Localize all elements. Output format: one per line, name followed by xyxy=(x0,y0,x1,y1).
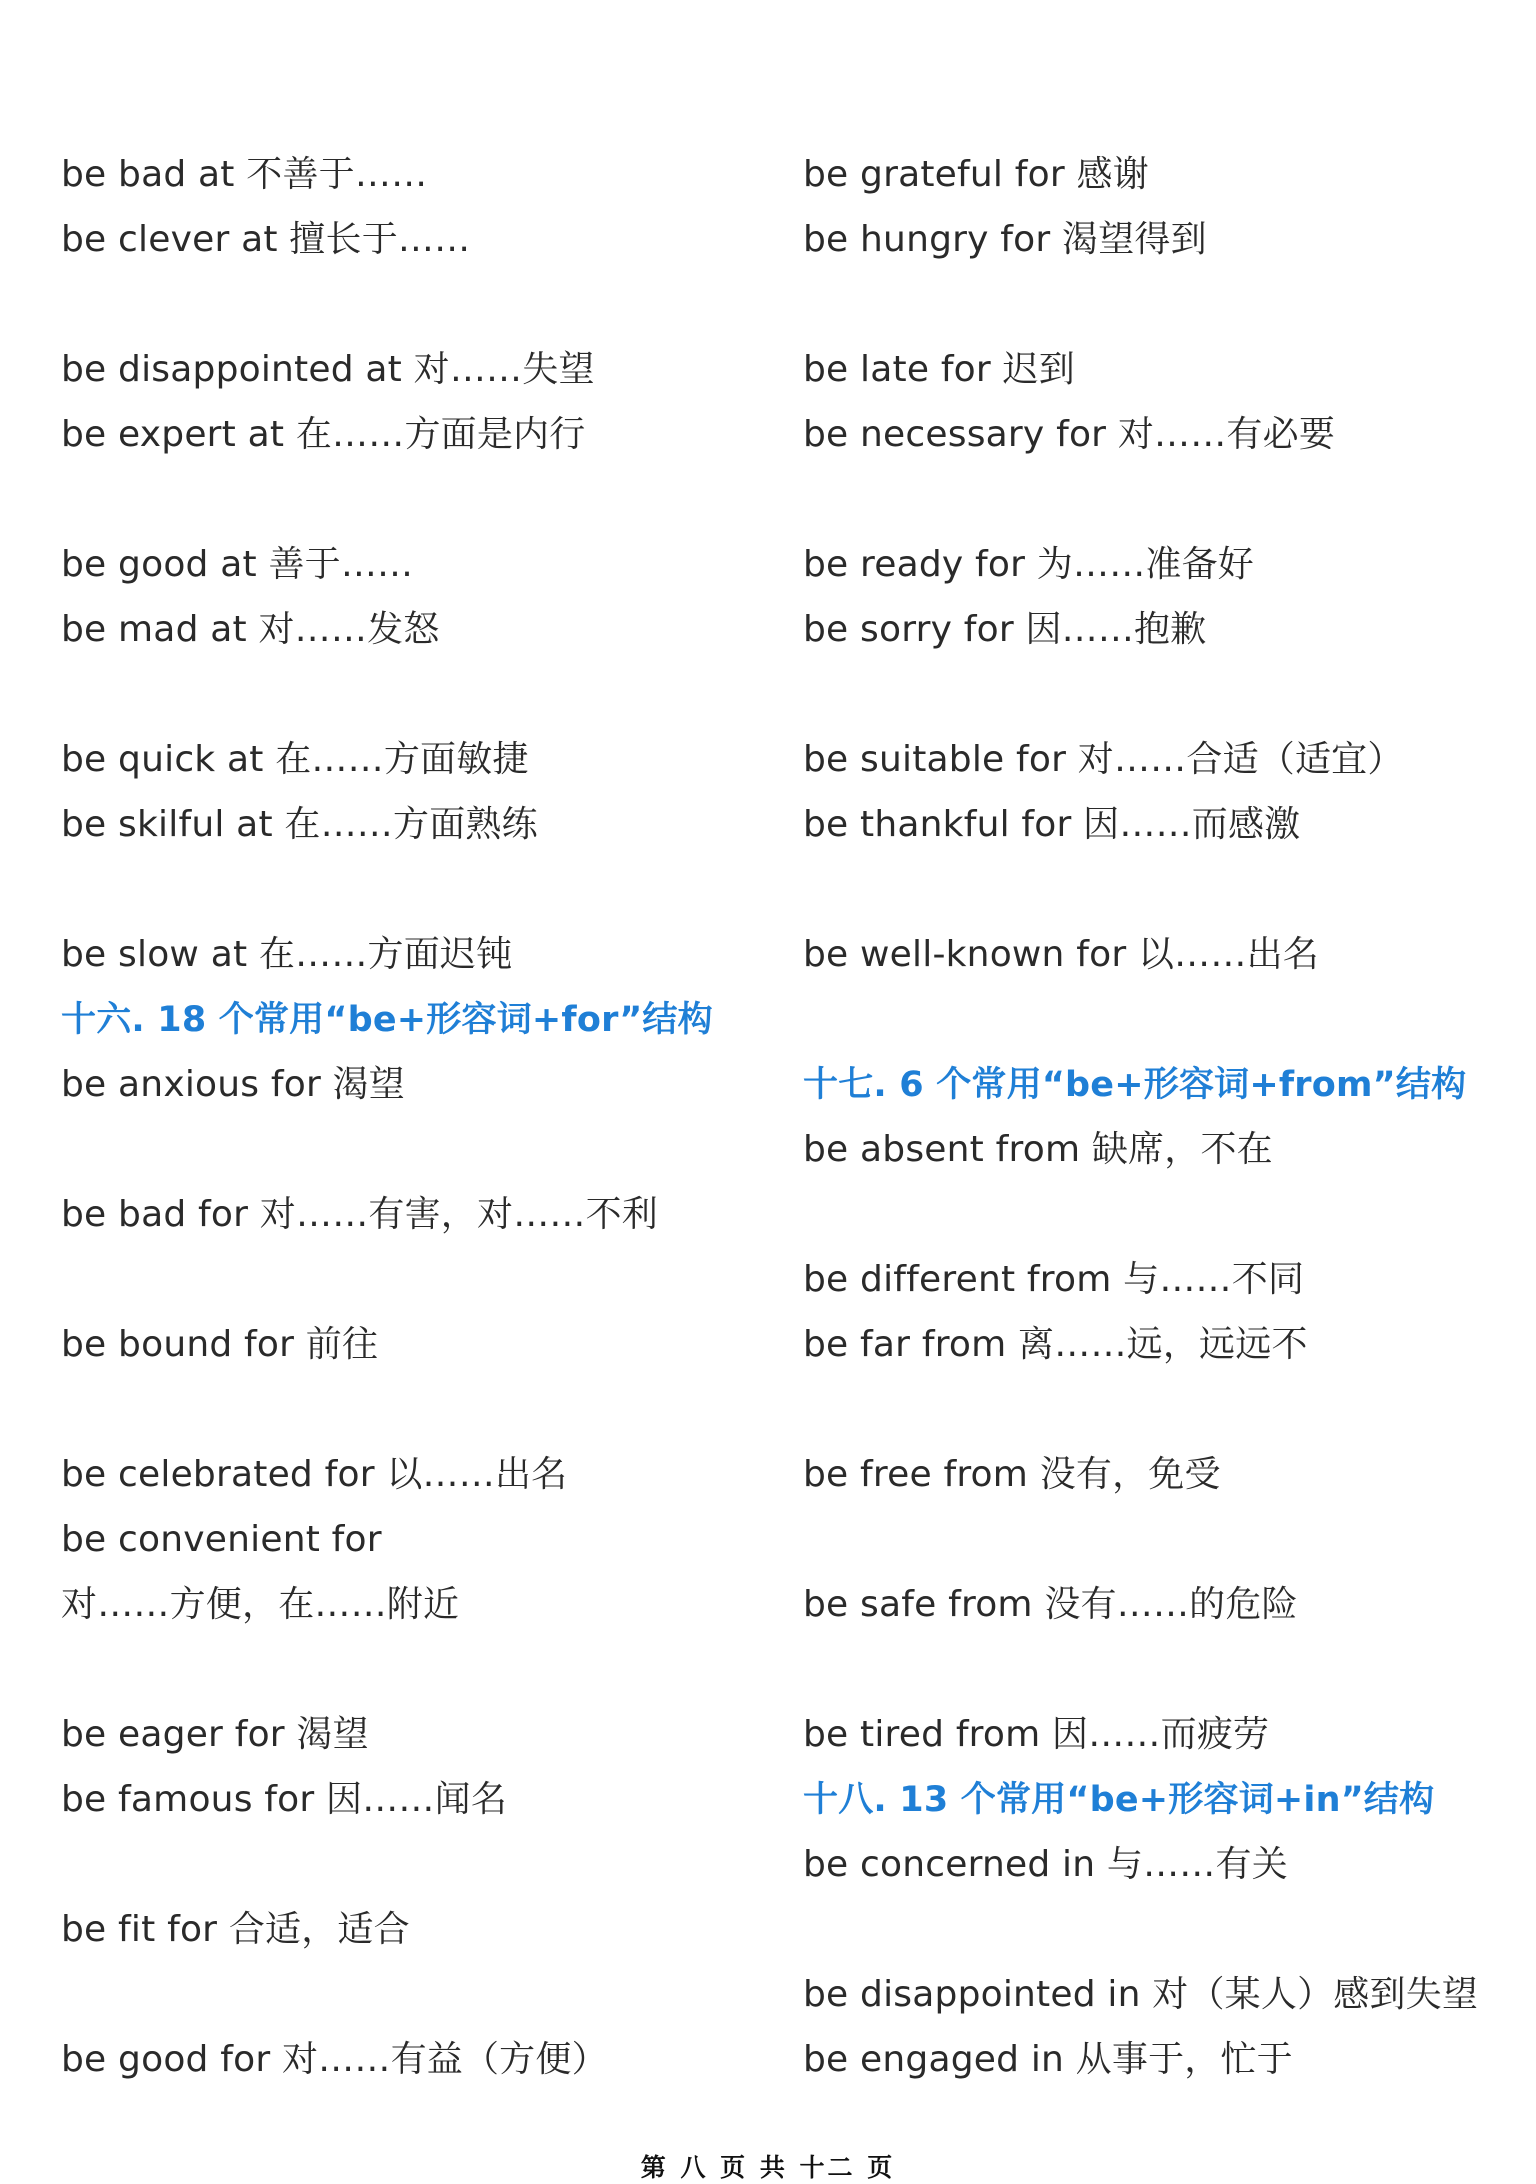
phrase-entry: be famous for 因……闻名 xyxy=(61,1779,508,1820)
phrase-entry: be disappointed at 对……失望 xyxy=(61,349,595,390)
phrase-entry: be absent from 缺席，不在 xyxy=(803,1129,1273,1170)
phrase-entry: be mad at 对……发怒 xyxy=(61,609,440,650)
phrase-entry-continuation: 对……方便，在……附近 xyxy=(61,1584,460,1625)
phrase-entry: be late for 迟到 xyxy=(803,349,1075,390)
phrase-entry: be disappointed in 对（某人）感到失望 xyxy=(803,1974,1479,2015)
phrase-entry: be concerned in 与……有关 xyxy=(803,1844,1288,1885)
phrase-entry: be convenient for xyxy=(61,1519,382,1560)
section-heading-17: 十七. 6 个常用“be+形容词+from”结构 xyxy=(803,1065,1467,1105)
phrase-entry: be bound for 前往 xyxy=(61,1324,379,1365)
phrase-entry: be thankful for 因……而感激 xyxy=(803,804,1301,845)
phrase-entry: be expert at 在……方面是内行 xyxy=(61,414,586,455)
phrase-entry: be hungry for 渴望得到 xyxy=(803,219,1207,260)
phrase-entry: be suitable for 对……合适（适宜） xyxy=(803,739,1404,780)
phrase-entry: be safe from 没有……的危险 xyxy=(803,1584,1298,1625)
section-heading-16: 十六. 18 个常用“be+形容词+for”结构 xyxy=(61,1000,713,1040)
page-number-footer: 第 八 页 共 十二 页 xyxy=(640,2153,896,2182)
section-heading-18: 十八. 13 个常用“be+形容词+in”结构 xyxy=(803,1780,1435,1820)
phrase-entry: be celebrated for 以……出名 xyxy=(61,1454,568,1495)
phrase-entry: be eager for 渴望 xyxy=(61,1714,369,1755)
phrase-entry: be good for 对……有益（方便） xyxy=(61,2039,608,2080)
phrase-entry: be well-known for 以……出名 xyxy=(803,934,1319,975)
phrase-entry: be bad at 不善于…… xyxy=(61,154,428,195)
phrase-entry: be quick at 在……方面敏捷 xyxy=(61,739,529,780)
phrase-entry: be clever at 擅长于…… xyxy=(61,219,471,260)
phrase-entry: be necessary for 对……有必要 xyxy=(803,414,1336,455)
phrase-entry: be grateful for 感谢 xyxy=(803,154,1149,195)
phrase-entry: be good at 善于…… xyxy=(61,544,414,585)
phrase-entry: be slow at 在……方面迟钝 xyxy=(61,934,513,975)
phrase-entry: be free from 没有，免受 xyxy=(803,1454,1221,1495)
phrase-entry: be bad for 对……有害，对……不利 xyxy=(61,1194,658,1235)
phrase-entry: be engaged in 从事于，忙于 xyxy=(803,2039,1293,2080)
phrase-entry: be fit for 合适，适合 xyxy=(61,1909,410,1950)
phrase-entry: be skilful at 在……方面熟练 xyxy=(61,804,538,845)
phrase-entry: be different from 与……不同 xyxy=(803,1259,1305,1300)
phrase-entry: be sorry for 因……抱歉 xyxy=(803,609,1207,650)
phrase-entry: be ready for 为……准备好 xyxy=(803,544,1255,585)
phrase-entry: be anxious for 渴望 xyxy=(61,1064,406,1105)
phrase-entry: be tired from 因……而疲劳 xyxy=(803,1714,1270,1755)
phrase-entry: be far from 离……远，远远不 xyxy=(803,1324,1308,1365)
